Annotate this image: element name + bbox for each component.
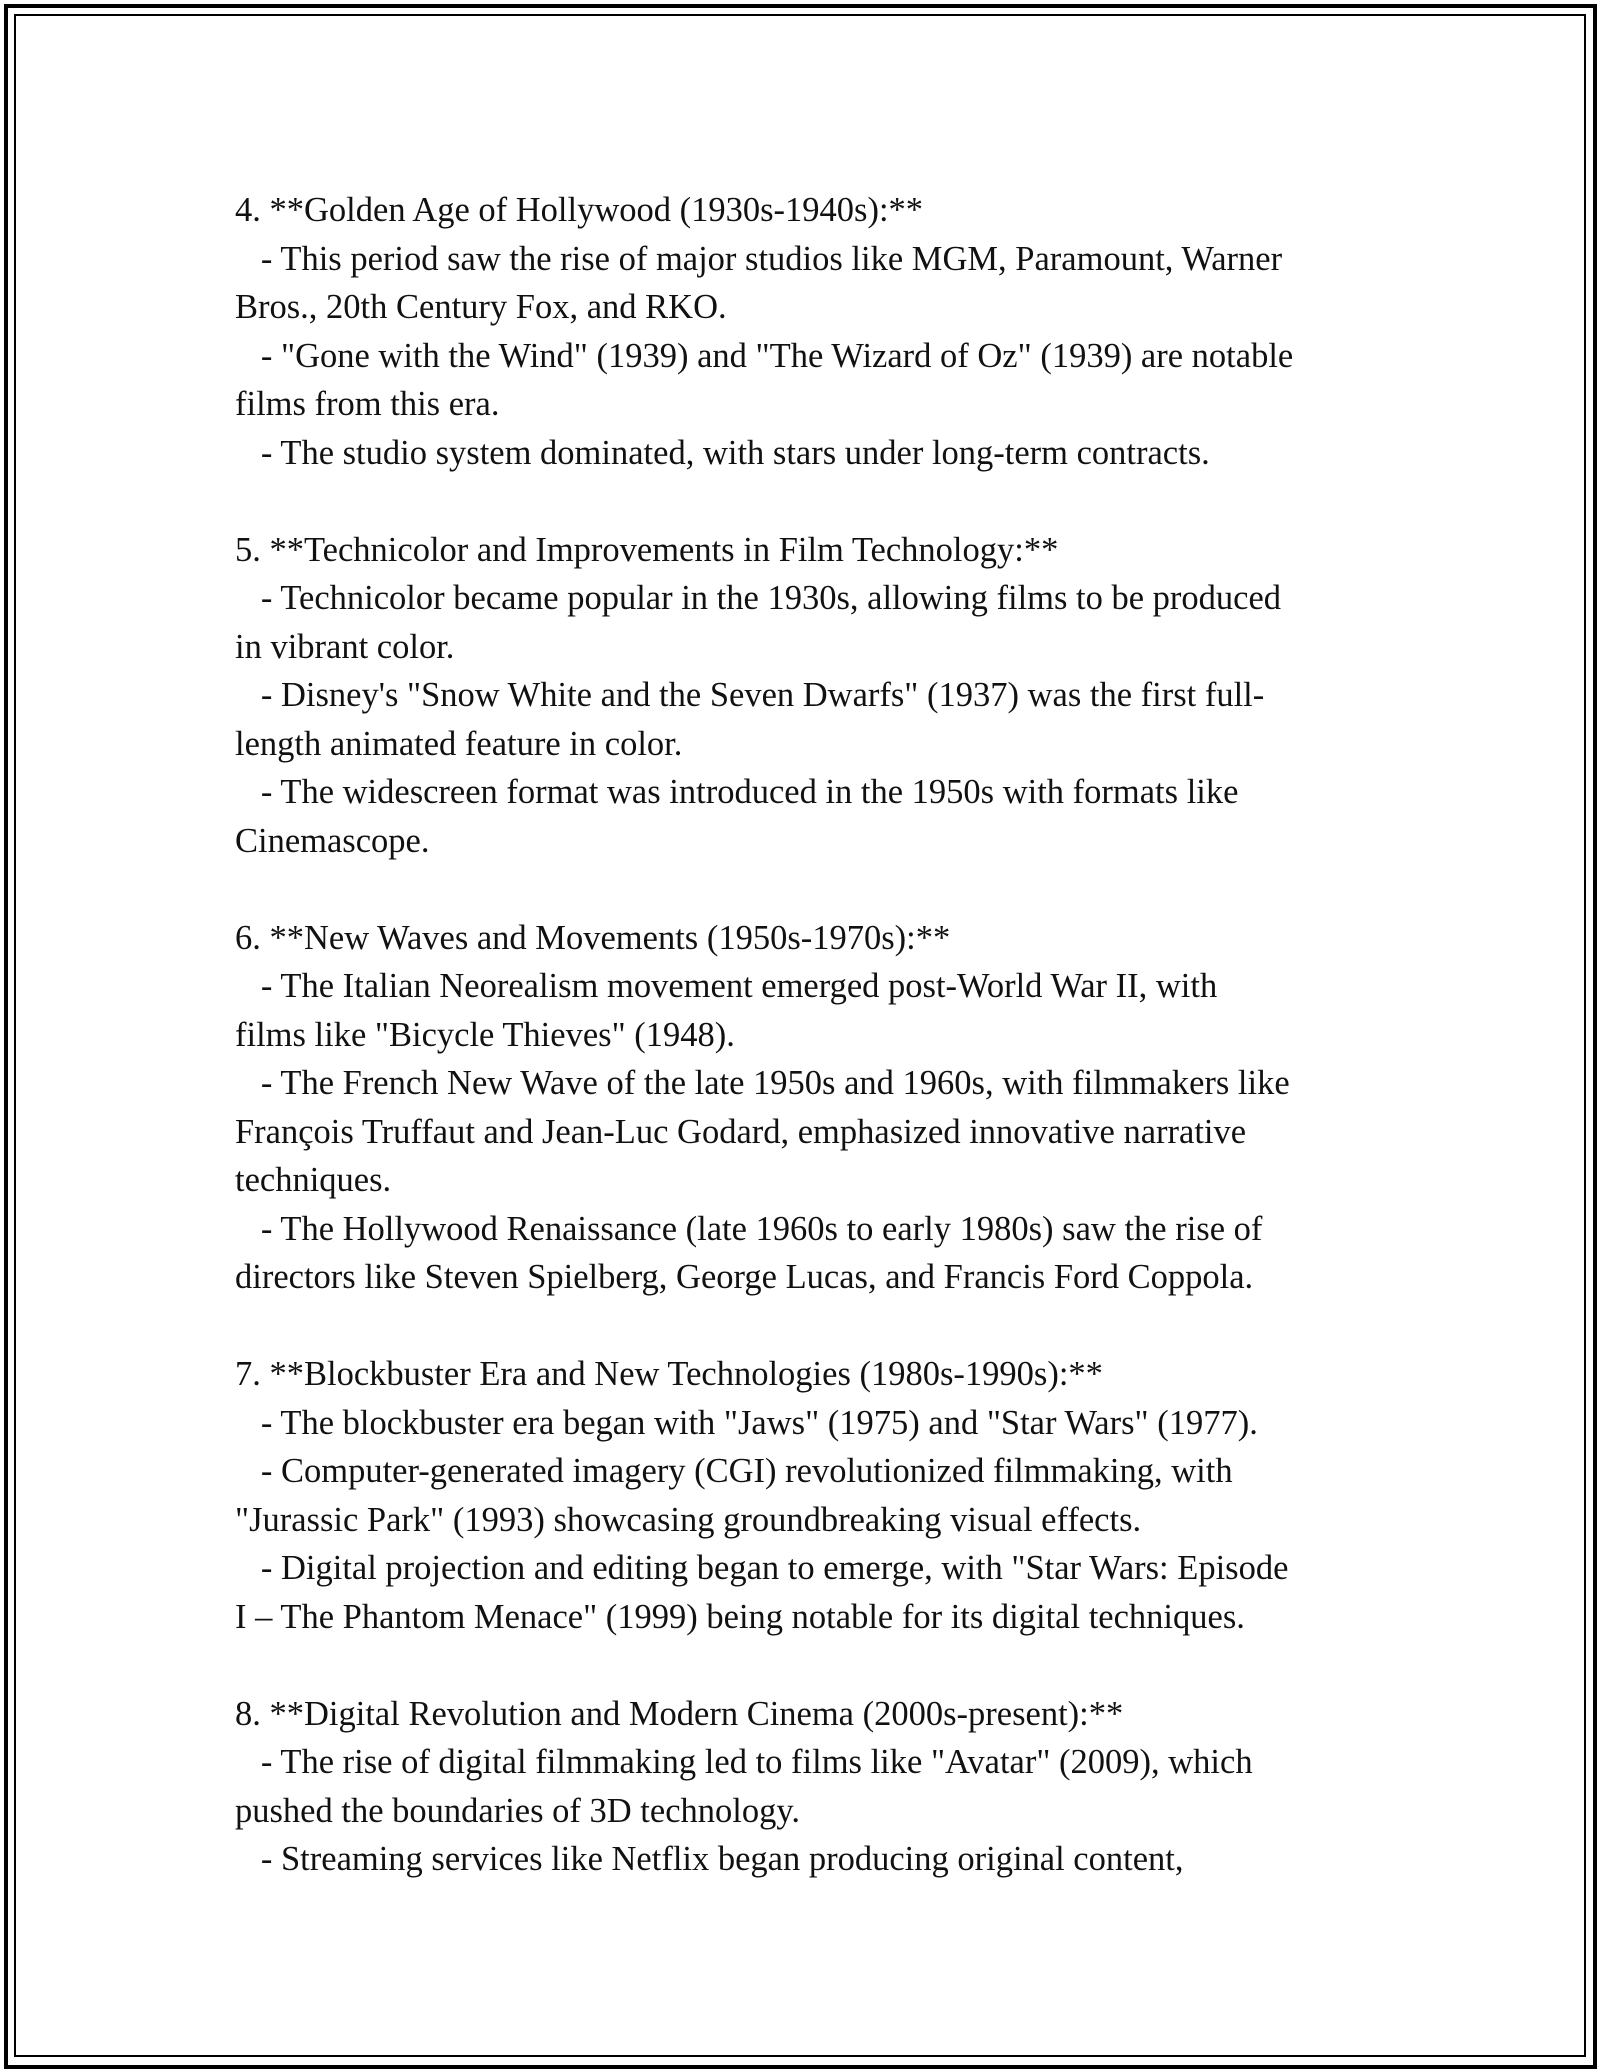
text-line: - Digital projection and editing began to emerge, with "Star Wars: Episode xyxy=(235,1549,1289,1587)
text-line: - Technicolor became popular in the 1930s, allowing films to be produced xyxy=(235,579,1282,617)
section-golden-age xyxy=(235,186,1385,477)
document-body xyxy=(235,186,1385,1884)
text-line: pushed the boundaries of 3D technology. xyxy=(235,1791,800,1830)
text-line: - The blockbuster era began with "Jaws" (1975) and "Star Wars" (1977). xyxy=(235,1403,1258,1442)
section-heading: 8. **Digital Revolution and Modern Cinema (2000s-present):** xyxy=(235,1694,1124,1733)
text-line: films like "Bicycle Thieves" (1948). xyxy=(235,1015,735,1054)
text-line: - The Italian Neorealism movement emerged post-World War II, with xyxy=(235,967,1218,1005)
section-heading: 4. **Golden Age of Hollywood (1930s-1940s):** xyxy=(235,191,924,229)
text-line: Bros., 20th Century Fox, and RKO. xyxy=(235,288,727,326)
text-line: techniques. xyxy=(235,1161,392,1199)
section-heading: 6. **New Waves and Movements (1950s-1970s):** xyxy=(235,918,951,957)
section-new-waves xyxy=(235,914,1385,1302)
text-line: - Streaming services like Netflix began producing original content, xyxy=(235,1840,1184,1878)
text-line: "Jurassic Park" (1993) showcasing groundbreaking visual effects. xyxy=(235,1500,1142,1539)
text-line: length animated feature in color. xyxy=(235,724,683,763)
text-line: - Disney's "Snow White and the Seven Dwarfs" (1937) was the first full- xyxy=(235,676,1265,714)
section-heading: 7. **Blockbuster Era and New Technologies (1980s-1990s):** xyxy=(235,1355,1103,1393)
text-line: films from this era. xyxy=(235,385,500,423)
text-line: - "Gone with the Wind" (1939) and "The Wizard of Oz" (1939) are notable xyxy=(235,336,1294,375)
text-line: - The studio system dominated, with stars under long-term contracts. xyxy=(235,433,1210,472)
text-line: - The widescreen format was introduced in the 1950s with formats like xyxy=(235,773,1239,811)
text-line: Cinemascope. xyxy=(235,821,430,860)
text-line: directors like Steven Spielberg, George Lucas, and Francis Ford Coppola. xyxy=(235,1258,1254,1296)
text-line: - Computer-generated imagery (CGI) revolutionized filmmaking, with xyxy=(235,1452,1233,1490)
text-line: I – The Phantom Menace" (1999) being notable for its digital techniques. xyxy=(235,1597,1245,1636)
section-technicolor xyxy=(235,526,1385,866)
text-line: - This period saw the rise of major studios like MGM, Paramount, Warner xyxy=(235,239,1283,278)
text-line: - The Hollywood Renaissance (late 1960s to early 1980s) saw the rise of xyxy=(235,1209,1263,1248)
text-line: in vibrant color. xyxy=(235,627,455,666)
text-line: - The rise of digital filmmaking led to films like "Avatar" (2009), which xyxy=(235,1743,1253,1781)
text-line: - The French New Wave of the late 1950s and 1960s, with filmmakers like xyxy=(235,1064,1290,1102)
text-line: François Truffaut and Jean-Luc Godard, emphasized innovative narrative xyxy=(235,1112,1247,1151)
section-heading: 5. **Technicolor and Improvements in Film Technology:** xyxy=(235,530,1059,569)
section-digital-revolution xyxy=(235,1690,1385,1884)
section-blockbuster-era xyxy=(235,1350,1385,1641)
